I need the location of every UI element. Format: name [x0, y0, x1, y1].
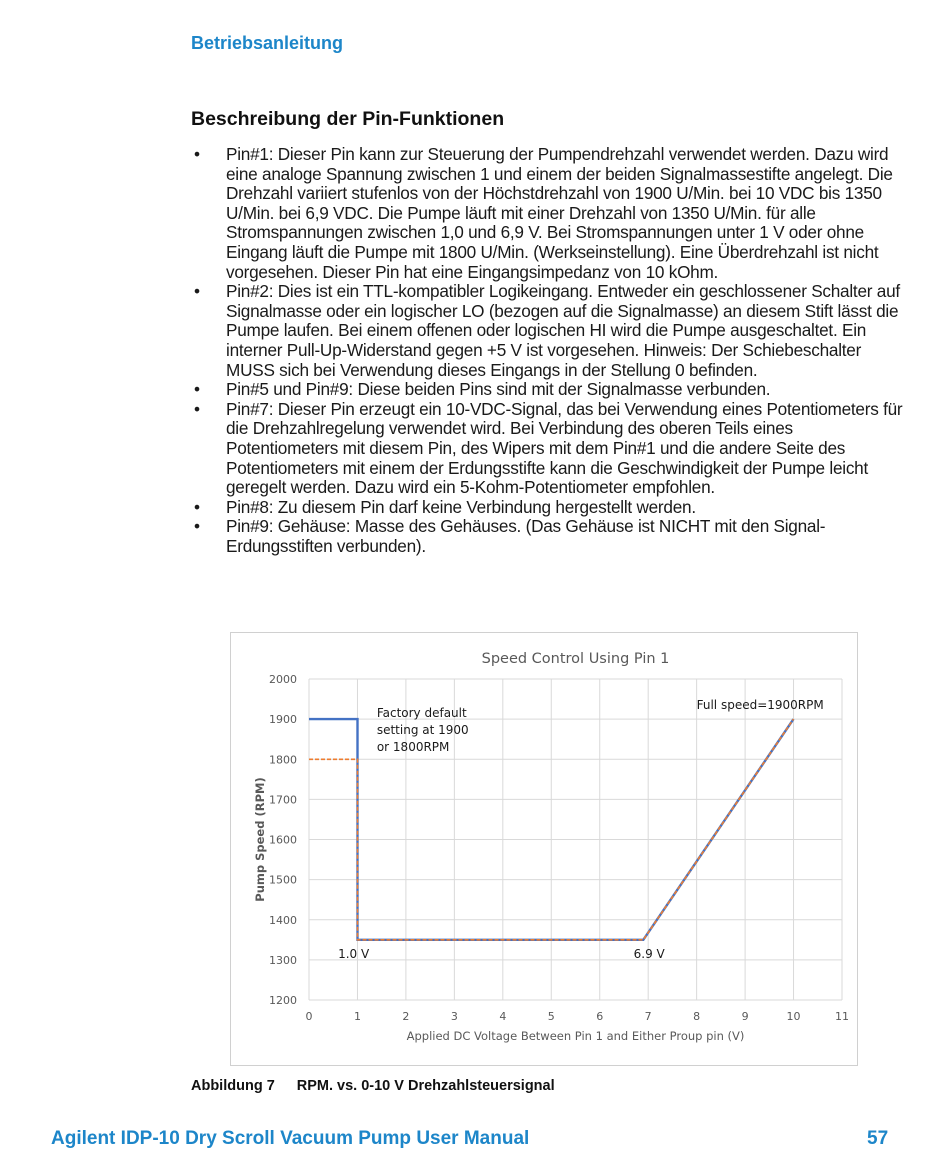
page-number: 57 [867, 1128, 889, 1149]
annotation-text: Full speed=1900RPM [696, 698, 824, 713]
figure-caption [191, 1078, 555, 1094]
y-tick-label: 1700 [269, 793, 297, 807]
x-tick-label: 6 [596, 1010, 604, 1023]
x-tick-label: 7 [644, 1010, 652, 1023]
bullet-icon: • [194, 144, 200, 164]
list-item-text: Pin#2: Dies ist ein TTL-kompatibler Logikeingang. Entweder ein geschlossener Schalter auf Signalmasse oder ein logischer LO (bezogen auf die Signalmasse) an diesem Stift lässt die Pumpe laufen. Bei einem offenen oder logischen HI wird die Pumpe ausgeschaltet. Ein interner Pull-Up-Widerstand gegen +5 V ist vorgesehen. Hinweis: Der Schiebeschalter MUSS sich bei Verwendung dieses Eingangs in der Stellung 0 befinden. [226, 281, 900, 380]
list-item-text: Pin#9: Gehäuse: Masse des Gehäuses. (Das Gehäuse ist NICHT mit den Signal-Erdungsstiften verbunden). [226, 516, 826, 556]
y-tick-label: 1400 [269, 913, 297, 927]
list-item [191, 400, 903, 498]
annotation-text: setting at 1900 [376, 723, 469, 738]
bullet-icon: • [194, 281, 200, 302]
list-item [191, 517, 903, 556]
caption-number: Abbildung 7 [191, 1078, 275, 1094]
x-tick-label: 11 [835, 1010, 849, 1023]
y-tick-label: 1800 [269, 753, 297, 767]
annotation-text: or 1800RPM [376, 740, 450, 755]
y-tick-label: 2000 [269, 673, 297, 686]
annotation-text: 6.9 V [633, 946, 665, 961]
x-tick-label: 3 [450, 1010, 458, 1023]
y-tick-label: 1300 [269, 953, 297, 967]
speed-control-chart [231, 633, 857, 1065]
x-tick-label: 5 [547, 1010, 555, 1023]
list-item [191, 380, 903, 400]
y-tick-label: 1500 [269, 873, 297, 887]
y-tick-label: 1200 [269, 994, 297, 1007]
list-item-text: Pin#7: Dieser Pin erzeugt ein 10-VDC-Signal, das bei Verwendung eines Potentiometers für die Drehzahlregelung verwendet wird. Bei Verbindung des oberen Teils eines Potentiometers mit diesem Pin, des Wipers mit dem Pin#1 und die andere Seite des Potentiometers mit einem der Erdungsstifte kann die Geschwindigkeit der Pumpe leicht geregelt werden. Dazu wird ein 5-Kohm-Potentiometer empfohlen. [226, 398, 903, 498]
annotation-text: 1.0 V [338, 946, 370, 961]
list-item [191, 498, 903, 518]
y-tick-label: 1900 [269, 713, 297, 727]
pin-function-list [191, 145, 903, 556]
bullet-icon: • [194, 379, 200, 400]
bullet-icon: • [194, 516, 200, 537]
list-item [191, 282, 903, 380]
x-tick-label: 0 [305, 1010, 313, 1023]
y-axis-label: Pump Speed (RPM) [253, 777, 267, 902]
x-tick-label: 2 [402, 1010, 410, 1023]
caption-text: RPM. vs. 0-10 V Drehzahlsteuersignal [296, 1078, 555, 1094]
bullet-icon: • [194, 398, 200, 419]
document-header: Betriebsanleitung [191, 33, 344, 53]
x-tick-label: 4 [499, 1010, 507, 1023]
chart-figure [230, 632, 858, 1066]
x-tick-label: 10 [786, 1010, 801, 1023]
section-title: Beschreibung der Pin-Funktionen [191, 108, 505, 130]
list-item-text: Pin#8: Zu diesem Pin darf keine Verbindung hergestellt werden. [226, 496, 696, 517]
annotation-text: Factory default [376, 706, 467, 721]
bullet-icon: • [194, 496, 200, 517]
list-item [191, 145, 903, 282]
x-axis-label: Applied DC Voltage Between Pin 1 and Either Proup pin (V) [406, 1029, 745, 1043]
footer-title: Agilent IDP-10 Dry Scroll Vacuum Pump User Manual [51, 1128, 530, 1149]
x-tick-label: 9 [741, 1010, 749, 1023]
x-tick-label: 8 [693, 1010, 701, 1023]
list-item-text: Pin#5 und Pin#9: Diese beiden Pins sind mit der Signalmasse verbunden. [226, 379, 771, 400]
chart-title: Speed Control Using Pin 1 [481, 651, 670, 667]
x-tick-label: 1 [353, 1010, 361, 1023]
list-item-text: Pin#1: Dieser Pin kann zur Steuerung der Pumpendrehzahl verwendet werden. Dazu wird eine analoge Spannung zwischen 1 und einem der beiden Signalmassestifte angelegt. Die Drehzahl variiert stufenlos von der Höchstdrehzahl von 1900 U/Min. bei 10 VDC bis 1350 U/Min. bei 6,9 VDC. Die Pumpe läuft mit einer Drehzahl von 1350 U/Min. für alle Stromspannungen zwischen 1,0 und 6,9 V. Bei Stromspannungen unter 1 V oder ohne Eingang läuft die Pumpe mit 1800 U/Min. (Werkseinstellung). Eine Überdrehzahl ist nicht vorgesehen. Dieser Pin hat eine Eingangsimpedanz von 10 kOhm. [226, 144, 893, 282]
y-tick-label: 1600 [269, 833, 297, 847]
